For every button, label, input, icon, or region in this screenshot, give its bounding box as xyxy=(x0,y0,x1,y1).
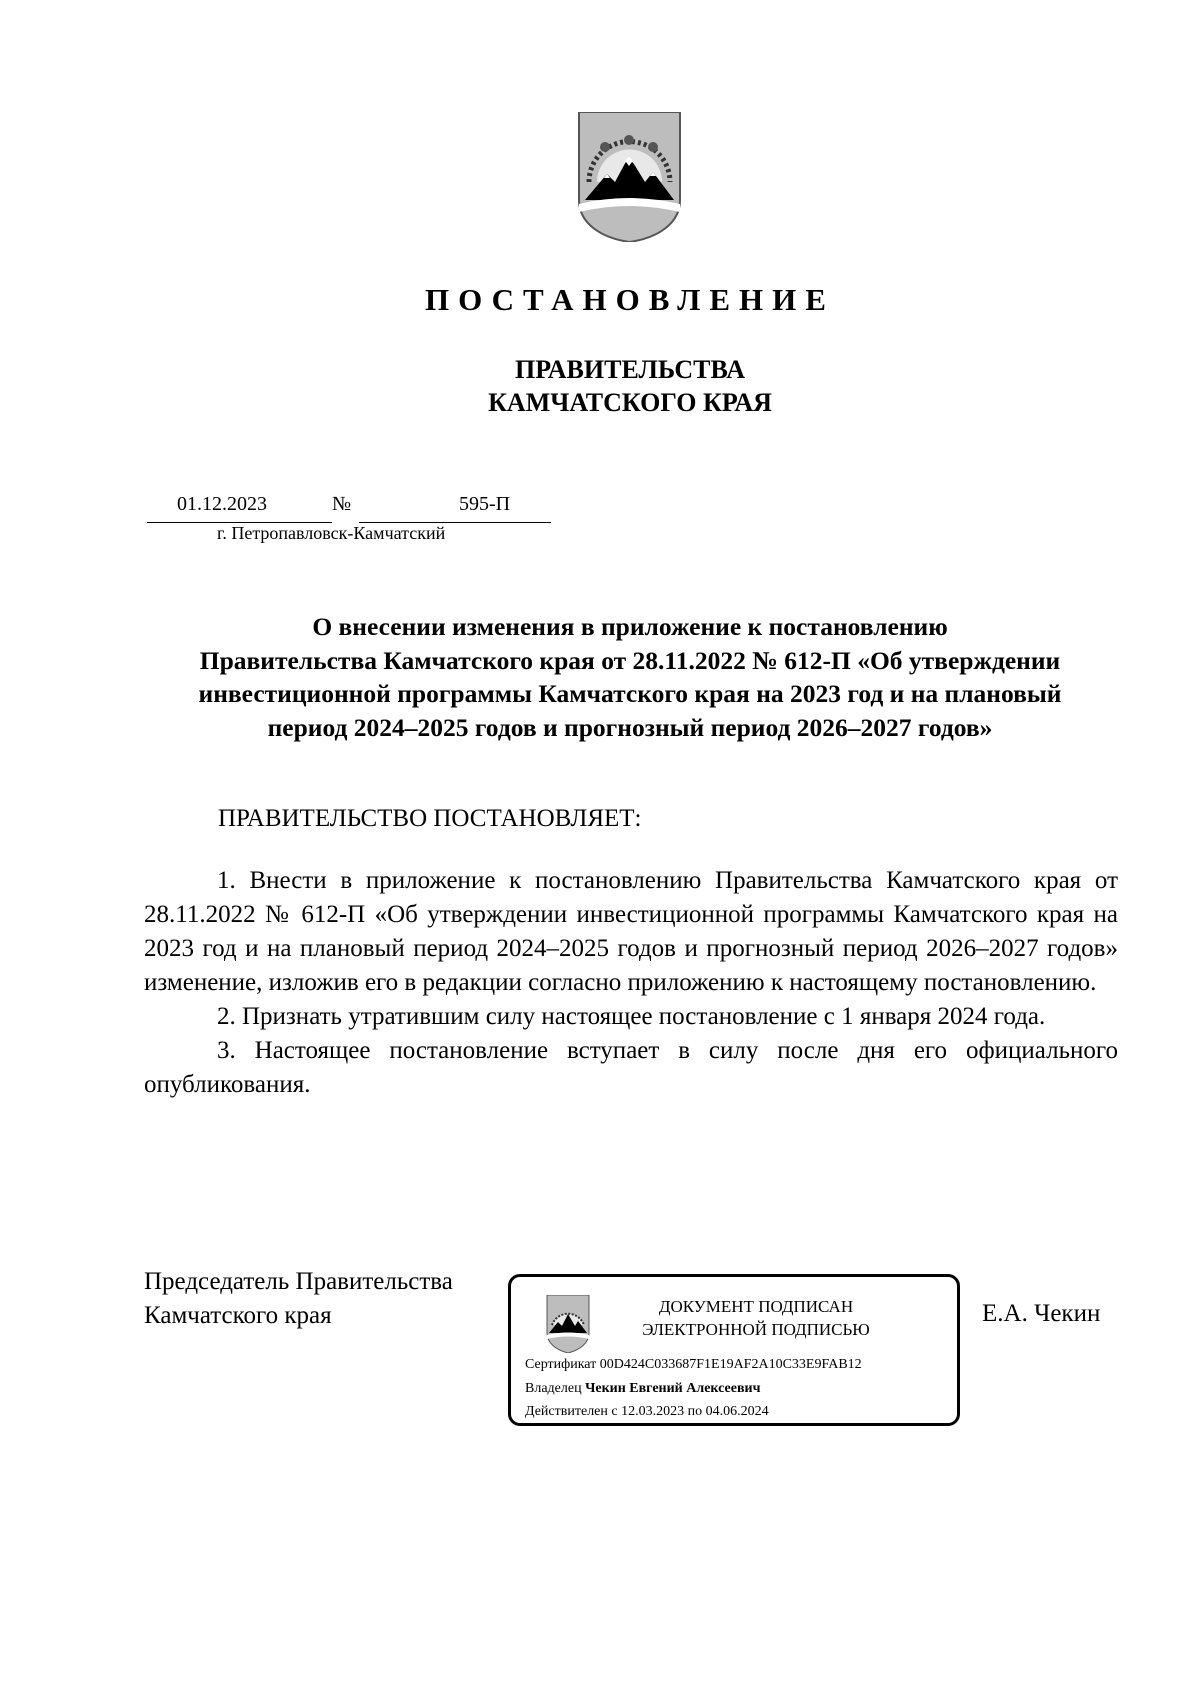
title-line: О внесении изменения в приложение к постановлению xyxy=(312,612,948,641)
title-line: инвестиционной программы Камчатского края на 2023 год и на плановый xyxy=(198,679,1062,708)
paragraph-2: 2. Признать утратившим силу настоящее постановление с 1 января 2024 года. xyxy=(217,1003,1046,1030)
document-body xyxy=(144,864,1118,1102)
paragraph-1: 1. Внести в приложение к постановлению Правительства Камчатского края от 28.11.2022 № 612-П «Об утверждении инвестиционной программы Камчатского края на 2023 год и на плановый период 2024–2025 годов и прогнозный период 2026–2027 годов» изменение, изложив его в редакции согласно приложению к настоящему постановлению. xyxy=(144,867,1118,996)
position-line-1: Председатель Правительства xyxy=(144,1268,453,1295)
signatory-position xyxy=(144,1265,453,1333)
issuer-line-2: КАМЧАТСКОГО КРАЯ xyxy=(488,388,772,417)
issuer-line-1: ПРАВИТЕЛЬСТВА xyxy=(515,355,745,384)
stamp-heading-line-2: ЭЛЕКТРОННОЙ ПОДПИСЬЮ xyxy=(642,1320,870,1339)
electronic-signature-stamp xyxy=(508,1274,960,1426)
certificate-value: 00D424C033687F1E19AF2A10C33E9FAB12 xyxy=(599,1357,862,1372)
paragraph-3: 3. Настоящее постановление вступает в силу после дня его официального опубликования. xyxy=(144,1037,1118,1098)
valid-from: 12.03.2023 xyxy=(621,1404,685,1419)
title-line: Правительства Камчатского края от 28.11.2022 № 612-П «Об утверждении xyxy=(199,645,1061,675)
stamp-heading-line-1: ДОКУМЕНТ ПОДПИСАН xyxy=(658,1297,854,1316)
coat-of-arms-emblem xyxy=(577,112,682,242)
document-number: 595-П xyxy=(459,493,511,515)
position-line-2: Камчатского края xyxy=(144,1302,332,1329)
title-line: период 2024–2025 годов и прогнозный период 2026–2027 годов» xyxy=(267,712,993,742)
valid-label: Действителен с xyxy=(525,1404,618,1419)
date-number-row xyxy=(147,493,551,523)
number-sign: № xyxy=(332,493,352,515)
owner-label: Владелец xyxy=(525,1381,582,1396)
document-title xyxy=(145,610,1115,744)
owner-line xyxy=(525,1381,760,1397)
document-type-heading: ПОСТАНОВЛЕНИЕ xyxy=(425,282,835,317)
valid-to-label: по xyxy=(687,1404,703,1419)
owner-value: Чекин Евгений Алексеевич xyxy=(585,1381,761,1396)
certificate-label: Сертификат xyxy=(525,1357,597,1372)
decree-phrase: ПРАВИТЕЛЬСТВО ПОСТАНОВЛЯЕТ: xyxy=(218,805,642,832)
stamp-emblem-icon xyxy=(546,1295,590,1353)
certificate-line xyxy=(525,1357,862,1373)
document-date: 01.12.2023 xyxy=(177,493,267,515)
validity-line xyxy=(525,1404,769,1420)
signatory-name: Е.А. Чекин xyxy=(982,1300,1101,1327)
stamp-heading xyxy=(606,1295,906,1341)
valid-to: 04.06.2024 xyxy=(705,1404,769,1419)
issue-city: г. Петропавловск-Камчатский xyxy=(217,523,446,543)
